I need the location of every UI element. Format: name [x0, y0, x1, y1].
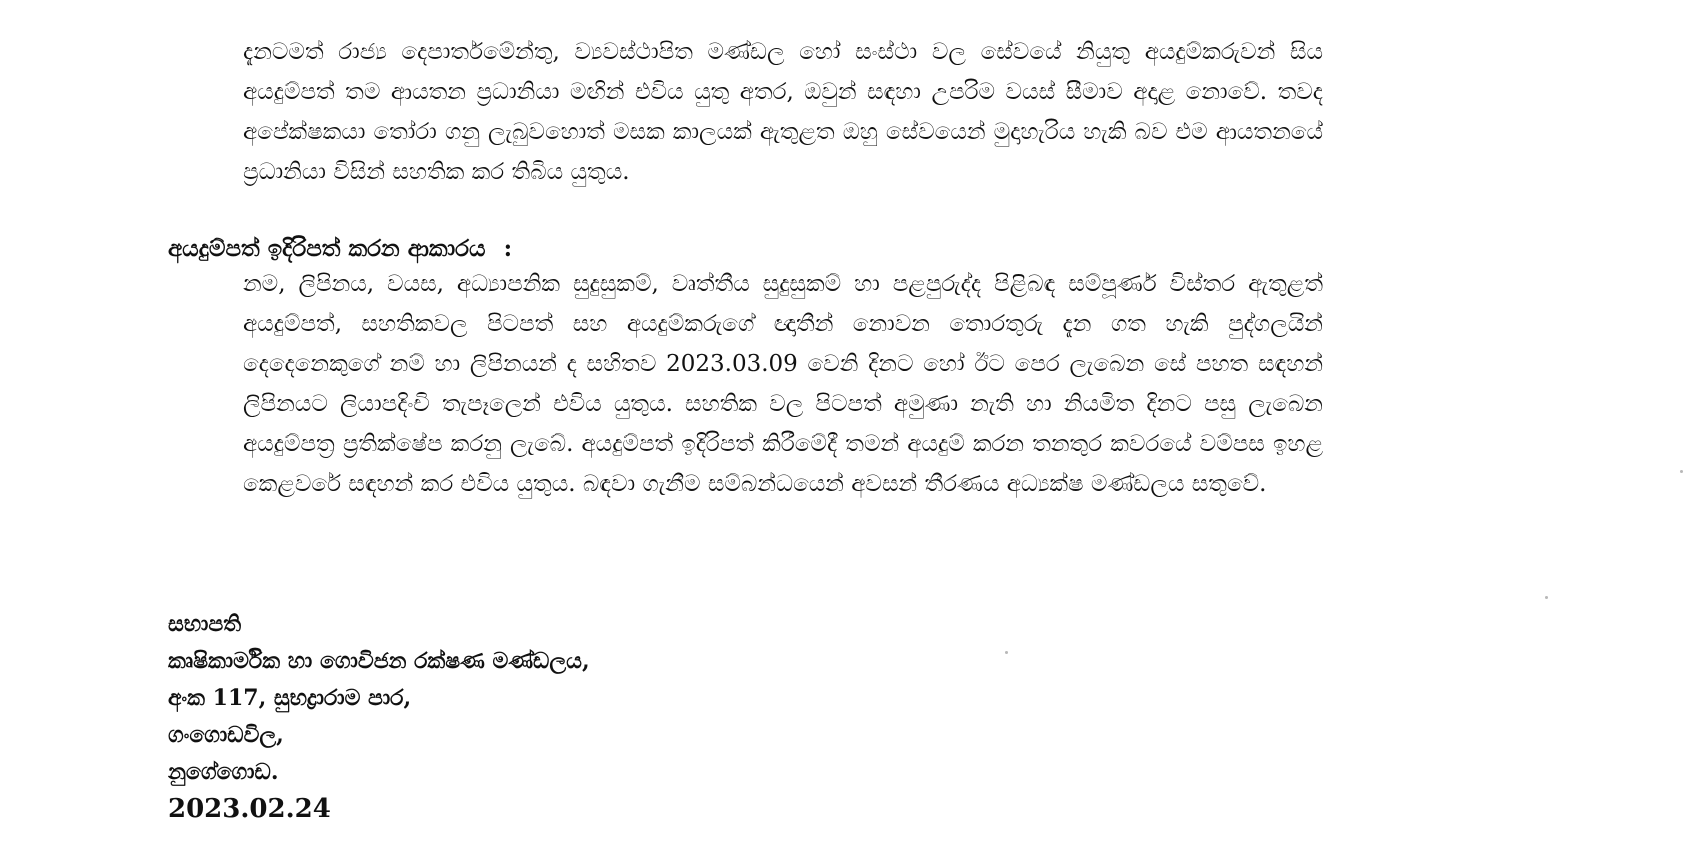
address-line-1: අංක 117, සුභද්‍රාරාම පාර,	[168, 685, 412, 711]
section-heading	[168, 229, 512, 269]
scan-speck	[1005, 651, 1008, 654]
section-heading-colon: :	[503, 235, 513, 262]
scan-speck	[1680, 470, 1683, 473]
address-line-3: නුගේගොඩ.	[168, 759, 279, 785]
document-date: 2023.02.24	[168, 794, 331, 824]
signature-block	[168, 606, 590, 828]
application-instructions-paragraph: නම, ලිපිනය, වයස, අධ්‍යාපනික සුදුසුකම්, වෘත්තීය සුදුසුකම් හා පළපුරුද්ද පිළිබඳ සම්පූර්ණ විස්තර ඇතුළත් අයදුම්පත්, සහතිකවල පිටපත් සහ අයදුම්කරුගේ ඥාතීන් නොවන තොරතුරු දැන ගත හැකි පුද්ගලයින් දෙදෙනෙකුගේ නම් හා ලිපිනයන් ද සහිතව 2023.03.09 වෙනි දිනට හෝ ඊට පෙර ලැබෙන සේ පහත සඳහන් ලිපිනයට ලියාපදිංචි තැපෑලෙන් එවිය යුතුය. සහතික වල පිටපත් අමුණා නැති හා නියමිත දිනට පසු ලැබෙන අයදුම්පත්‍ර ප්‍රතික්ෂේප කරනු ලැබේ. අයදුම්පත් ඉදිරිපත් කිරීමේදී තමන් අයදුම් කරන තනතුර කවරයේ වම්පස ඉහළ කෙළවරේ සඳහන් කර එවිය යුතුය. බඳවා ගැනීම සම්බන්ධයෙන් අවසන් තීරණය අධ්‍යක්ෂ මණ්ඩලය සතුවේ.	[243, 271, 1323, 497]
section-heading-text: අයදුම්පත් ඉදිරිපත් කරන ආකාරය	[168, 235, 486, 262]
intro-paragraph: දැනටමත් රාජ්‍ය දෙපාර්තමේන්තු, ව්‍යවස්ථාපිත මණ්ඩල හෝ සංස්ථා වල සේවයේ නියුතු අයදුම්කරුවන් සිය අයදුම්පත් තම ආයතන ප්‍රධානියා මඟින් එවිය යුතු අතර, ඔවුන් සඳහා උපරිම වයස් සීමාව අදාළ නොවේ. තවද අපේක්ෂකයා තෝරා ගනු ලැබුවහොත් මසක කාලයක් ඇතුළත ඔහු සේවයෙන් මුදාහැරිය හැකි බව එම ආයතනයේ ප්‍රධානියා විසින් සහතික කර තිබිය යුතුය.	[243, 39, 1323, 185]
organization-name: කෘෂිකාර්මික හා ගොවිජන රක්ෂණ මණ්ඩලය,	[168, 648, 590, 674]
signatory-title: සභාපති	[168, 611, 242, 637]
address-line-2: ගංගොඩවිල,	[168, 722, 284, 748]
scan-speck	[1545, 596, 1548, 599]
